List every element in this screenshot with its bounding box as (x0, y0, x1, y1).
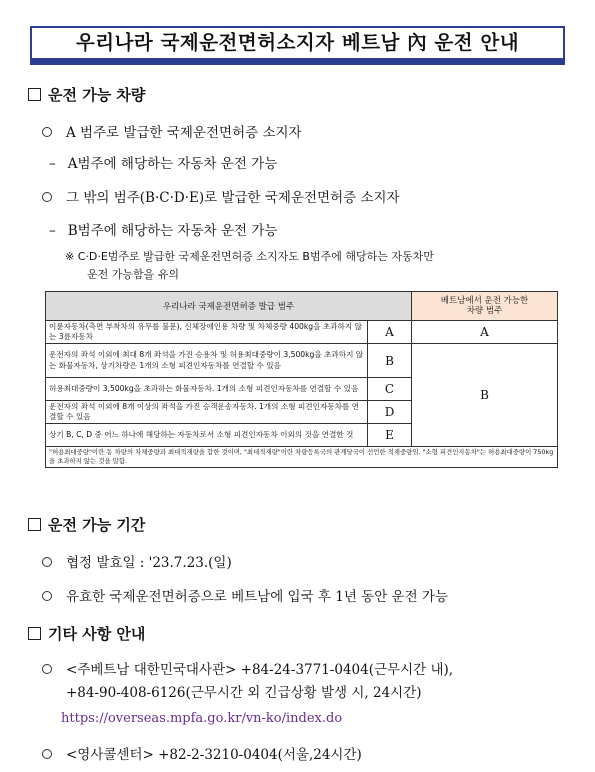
section-heading-other (28, 623, 145, 644)
section-heading-vehicles (28, 84, 145, 105)
vehicles-note (65, 248, 434, 284)
table-footnote: "허용최대중량"이란 동 차량의 차체중량과 최대적재량을 합한 것이며, "최대적재량"이란 차량등록국의 관계당국이 선언한 적재중량임. "소형 피견인자동차"는 허용최대중량이 750kg을 초과하지 않는 것을 말함. (46, 447, 558, 468)
header-korea-category: 우리나라 국제운전면허증 발급 범주 (46, 292, 412, 321)
row-d-desc: 운전자의 좌석 이외에 8개 이상의 좌석을 가진 승객운송자동차. 1개의 소형 피견인자동차를 연결할 수 있음 (46, 401, 368, 424)
row-b-desc: 운전자의 좌석 이외에 최대 8개 좌석을 가진 승용차 및 허용최대중량이 3,500kg을 초과하지 않는 화물자동차, 상기차량은 1개의 소형 피견인자동차를 연결할 수 있음 (46, 344, 368, 378)
table-header-row (46, 292, 558, 321)
vehicles-item-other (42, 186, 400, 206)
vehicles-item-a-sub-text: A범주에 해당하는 자동차 운전 가능 (67, 156, 278, 172)
circle-bullet-icon (42, 127, 52, 137)
period-item-validity-text: 유효한 국제운전면허증으로 베트남에 입국 후 1년 동안 운전 가능 (66, 589, 448, 605)
vietnam-category-b: B (412, 344, 558, 447)
table-footnote-row (46, 447, 558, 468)
row-c-category: C (368, 378, 412, 401)
vehicles-item-other-text: 그 밖의 범주(B·C·D·E)로 발급한 국제운전면허증 소지자 (66, 190, 400, 206)
row-a-desc: 이륜자동차(측면 부착차의 유무를 불문), 신체장애인용 차량 및 차체중량 400kg을 초과하지 않는 3륜자동차 (46, 321, 368, 344)
row-e-category: E (368, 424, 412, 447)
section-heading-text: 운전 가능 기간 (48, 516, 146, 534)
vehicles-item-a-text: A 범주로 발급한 국제운전면허증 소지자 (66, 125, 302, 141)
table-row (46, 321, 558, 344)
embassy-contact (42, 658, 453, 678)
document-title: 우리나라 국제운전면허소지자 베트남 內 운전 안내 (30, 26, 565, 60)
checkbox-square-icon (28, 627, 41, 640)
header-vietnam-line-2: 차량 범주 (466, 306, 503, 316)
vehicles-item-a (42, 121, 302, 141)
dash-bullet: – (49, 223, 56, 239)
section-heading-text: 기타 사항 안내 (48, 625, 146, 643)
checkbox-square-icon (28, 88, 41, 101)
header-vietnam-line-1: 베트남에서 운전 가능한 (440, 296, 529, 306)
vehicles-item-other-sub-text: B범주에 해당하는 자동차 운전 가능 (67, 223, 278, 239)
vehicles-item-other-sub (49, 219, 277, 239)
embassy-website-link[interactable]: https://overseas.mpfa.go.kr/vn-ko/index.do (61, 711, 343, 726)
row-c-desc: 허용최대중량이 3,500kg을 초과하는 화물자동차. 1개의 소형 피견인자동차를 연결할 수 있음 (46, 378, 368, 401)
embassy-contact-line-1: <주베트남 대한민국대사관> +84-24-3771-0404(근무시간 내), (66, 662, 454, 678)
consular-call-center-text: <영사콜센터> +82-2-3210-0404(서울,24시간) (66, 747, 362, 763)
checkbox-square-icon (28, 518, 41, 531)
circle-bullet-icon (42, 749, 52, 759)
period-item-validity (42, 585, 448, 605)
embassy-contact-line-2: +84-90-408-6126(근무시간 외 긴급상황 발생 시, 24시간) (66, 685, 422, 701)
consular-call-center (42, 743, 362, 763)
section-heading-period (28, 514, 145, 535)
header-vietnam-category (412, 292, 558, 321)
circle-bullet-icon (42, 664, 52, 674)
circle-bullet-icon (42, 192, 52, 202)
title-underline-bar (30, 60, 565, 65)
circle-bullet-icon (42, 591, 52, 601)
vehicles-item-a-sub (49, 152, 277, 172)
section-heading-text: 운전 가능 차량 (48, 86, 146, 104)
license-category-table (45, 291, 558, 468)
row-d-category: D (368, 401, 412, 424)
table-row (46, 344, 558, 378)
note-line-1: ※ C·D·E범주로 발급한 국제운전면허증 소지자도 B범주에 해당하는 자동차만 (65, 250, 434, 263)
dash-bullet: – (49, 156, 56, 172)
row-a-category: A (368, 321, 412, 344)
period-item-effective-date (42, 551, 232, 571)
row-e-desc: 상기 B, C, D 중 어느 하나에 해당하는 자동차로서 소형 피견인자동차 이외의 것을 연결한 것 (46, 424, 368, 447)
vietnam-category-a: A (412, 321, 558, 344)
row-b-category: B (368, 344, 412, 378)
period-item-effective-date-text: 협정 발효일 : '23.7.23.(일) (66, 555, 232, 571)
note-line-2: 운전 가능함을 유의 (87, 268, 180, 281)
circle-bullet-icon (42, 557, 52, 567)
